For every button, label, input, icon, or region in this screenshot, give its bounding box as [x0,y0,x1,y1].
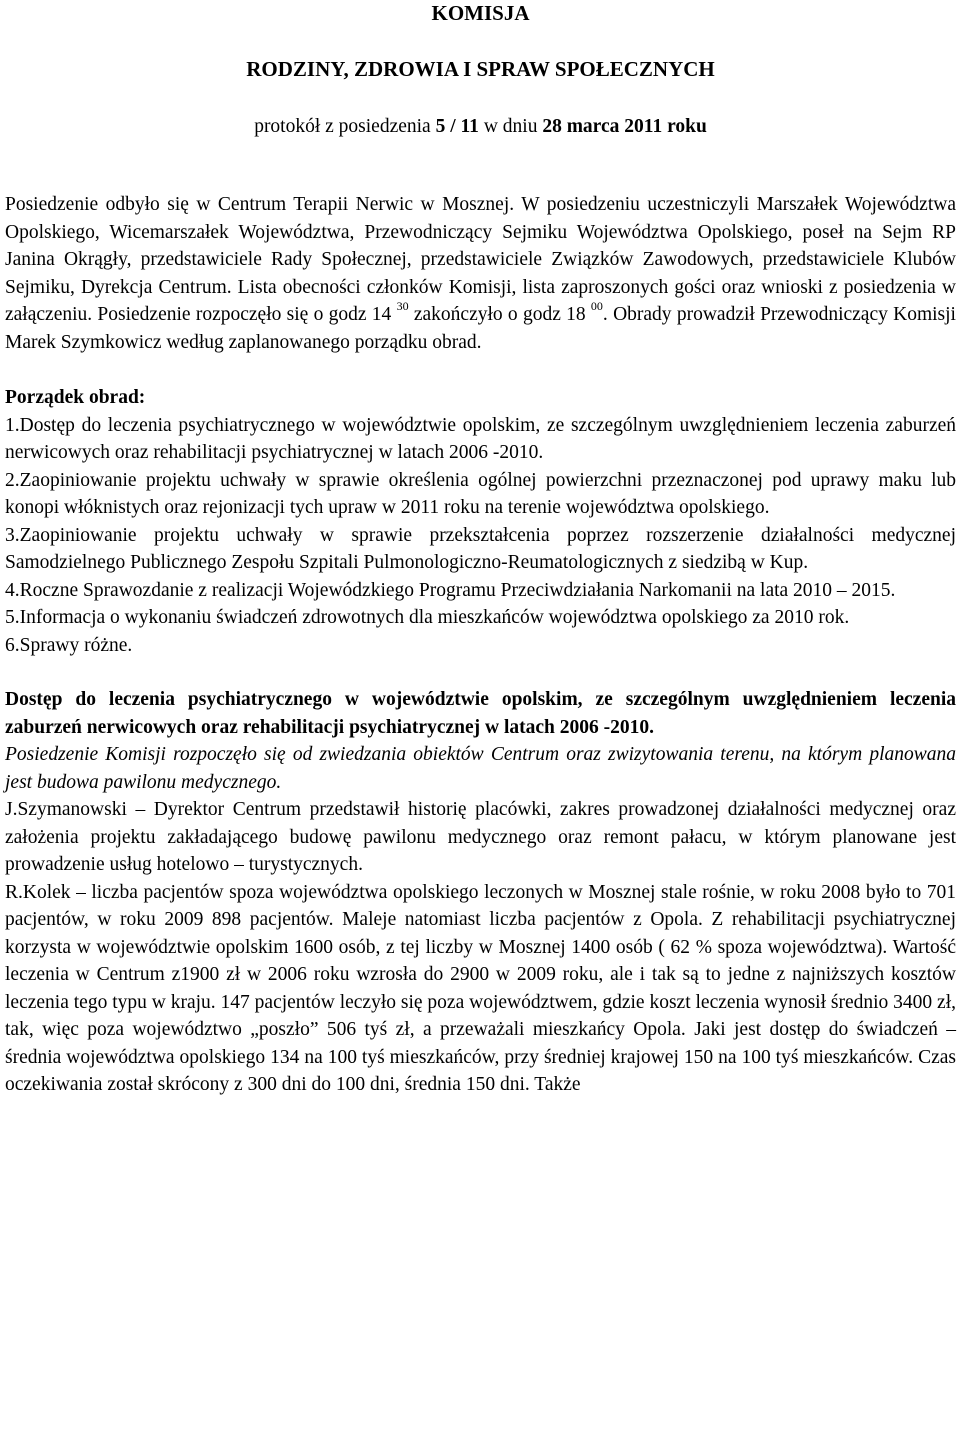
protocol-prefix: protokół z posiedzenia [254,116,436,137]
agenda-item: 1.Dostęp do leczenia psychiatrycznego w województwie opolskim, ze szczególnym uwzględnieniem leczenia zaburzeń nerwicowych oraz rehabilitacji psychiatrycznej w latach 2006 -2010. [5,414,956,463]
agenda-item: 2.Zaopiniowanie projektu uchwały w sprawie określenia ogólnej powierzchni przeznaczonej pod uprawy maku lub konopi włóknistych oraz rejonizacji tych upraw w 2011 roku na terenie województwa opolskiego. [5,469,956,518]
protocol-number: 5 / 11 [435,116,479,137]
agenda-item: 3.Zaopiniowanie projektu uchwały w sprawie przekształcenia poprzez rozszerzenie działalności medycznej Samodzielnego Publicznego Zespołu Szpitali Pulmonologiczno-Reumatologicznych z siedzibą w Kup. [5,524,956,573]
protocol-mid: w dniu [478,116,543,137]
protocol-date: 28 marca 2011 roku [542,116,707,137]
section-paragraph-kolek: R.Kolek – liczba pacjentów spoza województwa opolskiego leczonych w Mosznej stale rośnie, w roku 2008 było to 701 pacjentów, w roku 2009 898 pacjentów. Maleje natomiast liczba pacjentów z Opola. Z rehabilitacji psychiatrycznej korzysta w województwie opolskim 1600 osób, z tej liczby w Mosznej 1400 osób ( 62 % spoza województwa). Wartość leczenia w Centrum z1900 zł w 2006 roku wzrosła do 2900 w 2009 roku, ale i tak są to jedne z najniższych kosztów leczenia tego typu w kraju. 147 pacjentów leczyło się poza województwem, gdzie koszt leczenia wynosił średnio 3400 zł, tak, więc poza województwo „poszło” 506 tyś zł, a przeważali mieszkańcy Opola. Jaki jest dostęp do świadczeń – średnia województwa opolskiego 134 na 100 tyś mieszkańców, przy średniej krajowej 150 na 100 tyś mieszkańców. Czas oczekiwania został skrócony z 300 dni do 100 dni, średnia 150 dni. Także [5,881,956,1095]
section-title: Dostęp do leczenia psychiatrycznego w województwie opolskim, ze szczególnym uwzględnieniem leczenia zaburzeń nerwicowych oraz rehabilitacji psychiatrycznej w latach 2006 -2010. [5,689,956,738]
intro-text-b: zakończyło o godz 18 [408,304,591,325]
agenda-item: 4.Roczne Sprawozdanie z realizacji Wojewódzkiego Programu Przeciwdziałania Narkomanii na lata 2010 – 2015. [5,579,896,601]
title-komisja: KOMISJA [431,1,530,25]
section-paragraph-szymanowski: J.Szymanowski – Dyrektor Centrum przedstawił historię placówki, zakres prowadzonej działalności medycznej oraz założenia projektu zakładającego budowę pawilonu medycznego oraz remont pałacu, w którym planowane jest prowadzenie usług hotelowo – turystycznych. [5,799,956,875]
agenda-item: 5.Informacja o wykonaniu świadczeń zdrowotnych dla mieszkańców województwa opolskiego za 2010 rok. [5,607,850,628]
section-italic-note: Posiedzenie Komisji rozpoczęło się od zwiedzania obiektów Centrum oraz zwizytowania terenu, na którym planowana jest budowa pawilonu medycznego. [5,744,956,793]
start-minutes: 30 [396,298,409,313]
agenda-item: 6.Sprawy różne. [5,634,133,656]
intro-text-c: . Obrady prowadził Przewodniczący Komisji Marek Szymkowicz według zaplanowanego porządku obrad. [5,304,956,353]
intro-paragraph [5,191,956,356]
protocol-line [5,114,956,140]
title-committee-name: RODZINY, ZDROWIA I SPRAW SPOŁECZNYCH [246,57,715,81]
intro-text-a: Posiedzenie odbyło się w Centrum Terapii Nerwic w Mosznej. W posiedzeniu uczestniczyli Marszałek Województwa Opolskiego, Wicemarszałek Województwa, Przewodniczący Sejmiku Województwa Opolskiego, poseł na Sejm RP Janina Okrągły, przedstawiciele Rady Społecznej, przedstawiciele Związków Zawodowych, przedstawiciele Klubów Sejmiku, Dyrekcja Centrum. Lista obecności członków Komisji, lista zaproszonych gości oraz wnioski z posiedzenia w załączeniu. Posiedzenie rozpoczęło się o godz 14 [5,194,956,325]
end-minutes: 00 [590,298,603,313]
agenda-heading: Porządek obrad: [5,387,146,408]
